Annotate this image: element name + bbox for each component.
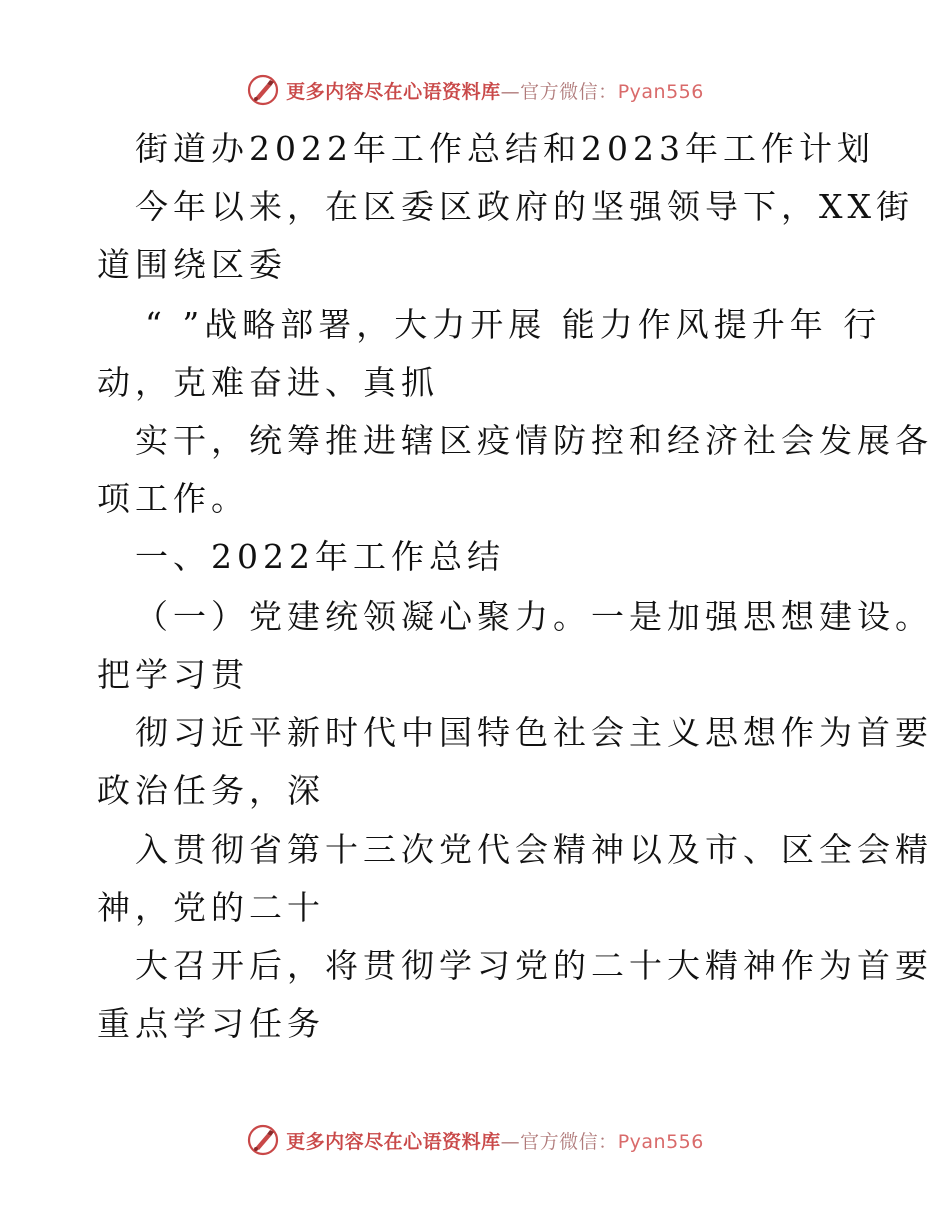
pen-logo-icon [246,1123,280,1157]
footer-watermark [0,1120,950,1160]
paragraph-line: “ ”战略部署，大力开展 能力作风提升年 行 [145,305,882,344]
paragraph-line: 入贯彻省第十三次党代会精神以及市、区全会精 [135,830,933,869]
paragraph-line: 政治任务，深 [97,771,325,810]
watermark-wechat: Pyan556 [617,80,704,103]
watermark-label: 官方微信： [520,1130,618,1153]
header-watermark [0,70,950,110]
paragraph-line: 神，党的二十 [97,888,325,927]
document-title: 街道办2022年工作总结和2023年工作计划 [135,129,875,168]
watermark-label: 官方微信： [520,80,618,103]
paragraph-line: 把学习贯 [97,655,249,694]
watermark-text [286,77,704,104]
paragraph-line: 重点学习任务 [97,1004,325,1043]
paragraph-line: （一）党建统领凝心聚力。一是加强思想建设。 [135,597,933,636]
watermark-dash: — [500,1130,521,1153]
watermark-site: 更多内容尽在心语资料库 [286,1130,501,1153]
watermark-group [246,1123,704,1157]
pen-logo-icon [246,73,280,107]
paragraph-line: 道围绕区委 [97,245,287,284]
watermark-dash: — [500,80,521,103]
watermark-group [246,73,704,107]
paragraph-line: 动，克难奋进、真抓 [97,363,439,402]
section-heading: 一、2022年工作总结 [135,537,505,576]
paragraph-line: 彻习近平新时代中国特色社会主义思想作为首要 [135,713,933,752]
watermark-wechat: Pyan556 [617,1130,704,1153]
paragraph-line: 大召开后，将贯彻学习党的二十大精神作为首要 [135,946,933,985]
paragraph-line: 项工作。 [97,479,249,518]
watermark-text [286,1127,704,1154]
paragraph-line: 实干，统筹推进辖区疫情防控和经济社会发展各 [135,421,933,460]
paragraph-line: 今年以来，在区委区政府的坚强领导下，XX街 [135,187,914,226]
watermark-site: 更多内容尽在心语资料库 [286,80,501,103]
